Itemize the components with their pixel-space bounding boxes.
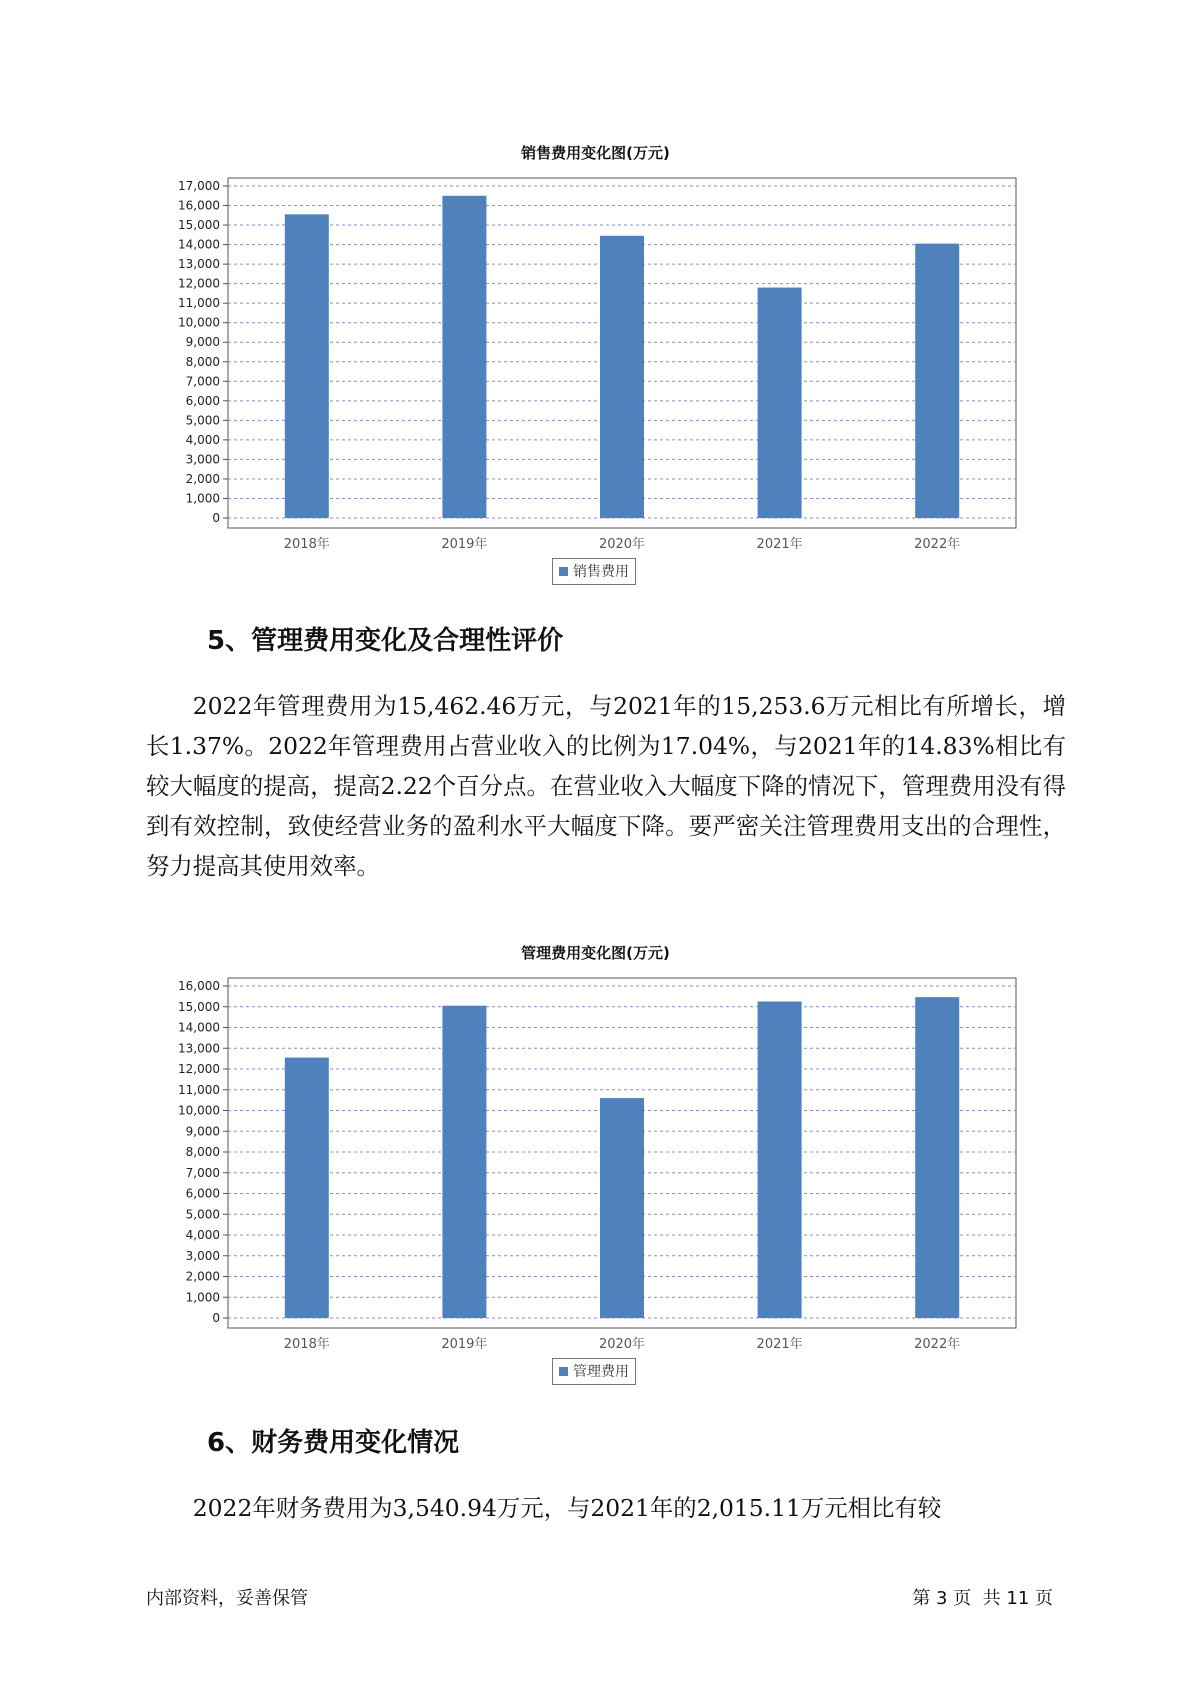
y-tick-label: 15,000 <box>178 999 220 1014</box>
sales-expense-chart-title: 销售费用变化图(万元) <box>521 144 670 162</box>
y-tick-label: 9,000 <box>185 335 220 350</box>
sales-expense-legend <box>552 558 636 585</box>
y-tick-label: 3,000 <box>185 452 220 467</box>
y-tick-label: 4,000 <box>185 432 220 447</box>
bar-2018年 <box>285 214 329 518</box>
y-tick-label: 16,000 <box>178 198 220 213</box>
y-tick-label: 9,000 <box>185 1124 220 1139</box>
admin-expense-chart-title: 管理费用变化图(万元) <box>521 944 670 962</box>
x-tick-label: 2021年 <box>756 537 803 552</box>
y-tick-label: 11,000 <box>178 1082 220 1097</box>
x-tick-label: 2018年 <box>283 537 330 552</box>
bar-2020年 <box>600 1098 644 1318</box>
section5-paragraph <box>146 686 1066 886</box>
bar-2021年 <box>758 1001 802 1318</box>
x-tick-label: 2019年 <box>441 537 488 552</box>
bar-2021年 <box>758 288 802 518</box>
bar-2022年 <box>915 997 959 1318</box>
y-tick-label: 8,000 <box>185 354 220 369</box>
legend-swatch <box>559 567 568 576</box>
y-tick-label: 7,000 <box>185 374 220 389</box>
legend-swatch <box>559 1367 568 1376</box>
admin-expense-legend <box>552 1358 636 1385</box>
section6-text: 2022年财务费用为3,540.94万元，与2021年的2,015.11万元相比有较 <box>192 1494 942 1522</box>
bar-2020年 <box>600 236 644 518</box>
x-tick-label: 2022年 <box>914 537 961 552</box>
section5-text: 2022年管理费用为15,462.46万元，与2021年的15,253.6万元相比有所增长，增长1.37%。2022年管理费用占营业收入的比例为17.04%，与2021年的14.83%相比有较大幅度的提高，提高2.22个百分点。在营业收入大幅度下降的情况下，管理费用没有得到有效控制，致使经营业务的盈利水平大幅度下降。要严密关注管理费用支出的合理性，努力提高其使用效率。 <box>146 692 1066 880</box>
bar-2019年 <box>442 1006 486 1318</box>
y-tick-label: 17,000 <box>178 179 220 193</box>
y-tick-label: 12,000 <box>178 1062 220 1076</box>
y-tick-label: 12,000 <box>178 276 220 291</box>
y-tick-label: 3,000 <box>185 1248 220 1263</box>
x-tick-label: 2019年 <box>441 1337 488 1352</box>
y-tick-label: 13,000 <box>178 257 220 272</box>
section6-heading: 6、财务费用变化情况 <box>207 1428 460 1458</box>
footer-confidential: 内部资料，妥善保管 <box>146 1588 308 1609</box>
y-tick-label: 7,000 <box>185 1165 220 1180</box>
bar-2018年 <box>285 1058 329 1318</box>
y-tick-label: 15,000 <box>178 218 220 233</box>
section6-paragraph <box>146 1488 1066 1528</box>
footer-page-number: 第 3 页 共 11 页 <box>912 1588 1053 1609</box>
x-tick-label: 2021年 <box>756 1337 803 1352</box>
y-tick-label: 14,000 <box>178 1020 220 1035</box>
y-tick-label: 14,000 <box>178 237 220 252</box>
admin-expense-chart <box>0 970 1191 1352</box>
x-tick-label: 2020年 <box>598 537 646 552</box>
y-tick-label: 16,000 <box>178 979 220 993</box>
y-tick-label: 6,000 <box>185 393 220 408</box>
x-tick-label: 2018年 <box>283 1337 330 1352</box>
sales-expense-chart <box>0 170 1191 552</box>
bar-2019年 <box>442 196 486 518</box>
y-tick-label: 10,000 <box>178 1103 220 1118</box>
legend-label: 管理费用 <box>573 1364 629 1380</box>
y-tick-label: 1,000 <box>185 491 220 506</box>
y-tick-label: 6,000 <box>185 1186 220 1201</box>
x-tick-label: 2020年 <box>598 1337 646 1352</box>
y-tick-label: 5,000 <box>185 413 220 428</box>
y-tick-label: 2,000 <box>185 1269 220 1284</box>
section5-heading: 5、管理费用变化及合理性评价 <box>207 626 564 656</box>
y-tick-label: 13,000 <box>178 1041 220 1056</box>
y-tick-label: 8,000 <box>185 1145 220 1159</box>
x-tick-label: 2022年 <box>914 1337 961 1352</box>
y-tick-label: 4,000 <box>185 1228 220 1242</box>
y-tick-label: 0 <box>212 511 220 525</box>
y-tick-label: 2,000 <box>185 471 220 486</box>
y-tick-label: 11,000 <box>178 296 220 311</box>
y-tick-label: 5,000 <box>185 1207 220 1222</box>
y-tick-label: 1,000 <box>185 1290 220 1305</box>
y-tick-label: 0 <box>212 1311 220 1325</box>
legend-label: 销售费用 <box>573 564 629 580</box>
y-tick-label: 10,000 <box>178 315 220 330</box>
bar-2022年 <box>915 244 959 518</box>
